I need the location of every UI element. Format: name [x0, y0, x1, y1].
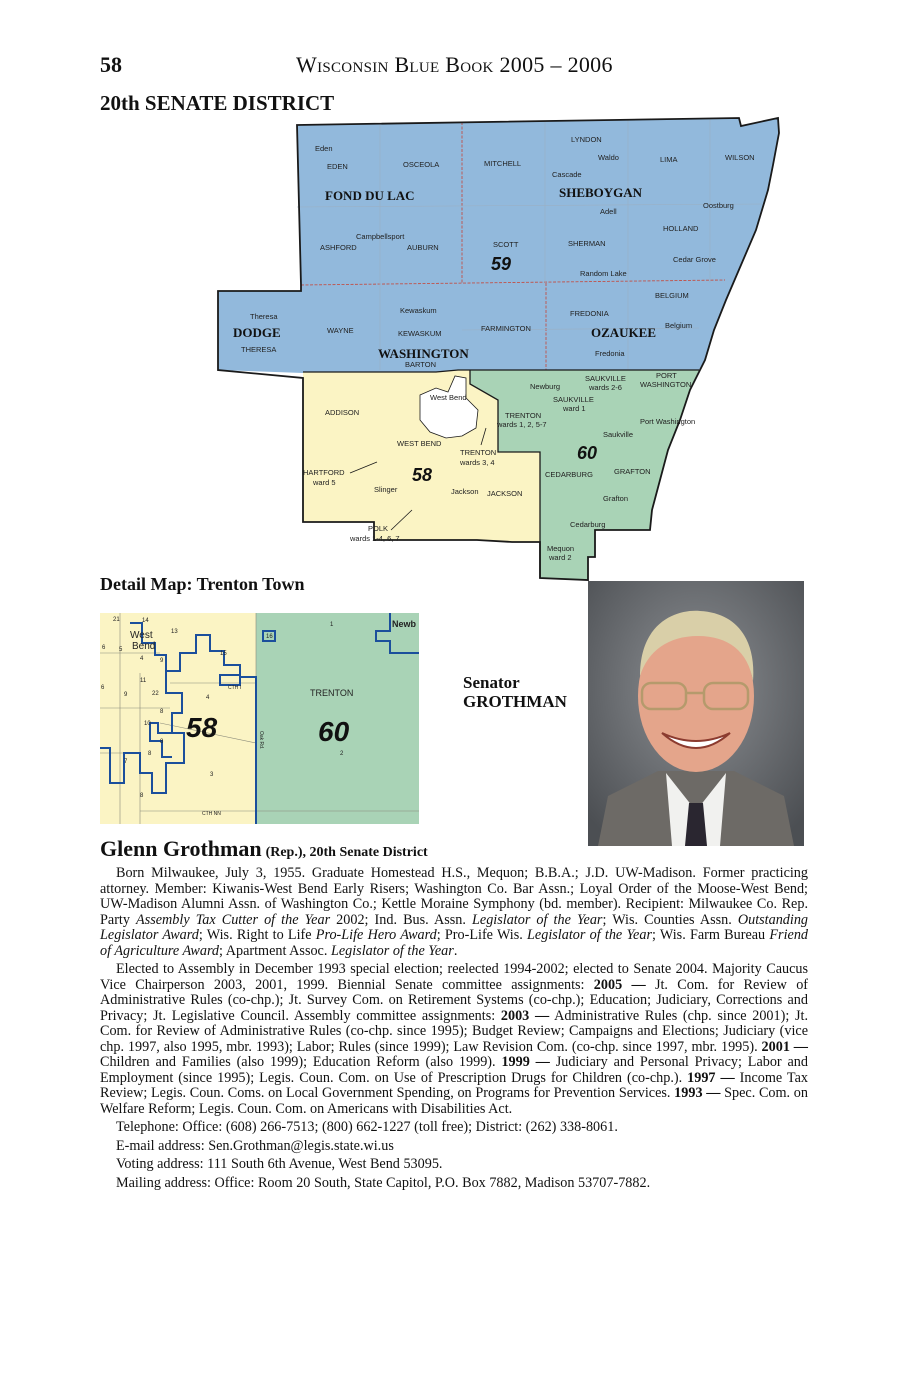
label-campbellsport: Campbellsport — [356, 232, 405, 241]
label-theresa: THERESA — [241, 345, 277, 354]
label-grafton: GRAFTON — [614, 467, 651, 476]
label-cedarburg-city: Cedarburg — [570, 520, 606, 529]
label-trenton-2: TRENTON — [460, 448, 497, 457]
label-west-bend-city: West Bend — [430, 393, 467, 402]
label-port-washington-city: Port Washington — [640, 417, 696, 426]
ward-num: 13 — [171, 629, 178, 635]
label-jackson-village: Jackson — [451, 487, 479, 496]
label-wilson: WILSON — [725, 153, 755, 162]
ward-num: 8 — [160, 739, 164, 745]
ward-num: 8 — [140, 793, 144, 799]
label-belgium-village: Belgium — [665, 321, 693, 330]
ward-num: 10 — [144, 721, 151, 727]
detail-label-cth-i: CTH I — [228, 685, 242, 691]
ward-num: 16 — [266, 634, 273, 640]
district-number-59: 59 — [491, 254, 512, 274]
detail-label-oak-rd: Oak Rd. — [258, 731, 264, 750]
ward-num: 4 — [206, 695, 210, 701]
label-scott: SCOTT — [493, 240, 519, 249]
label-belgium: BELGIUM — [655, 291, 689, 300]
label-random-lake: Random Lake — [580, 269, 627, 278]
county-washington: WASHINGTON — [378, 346, 469, 361]
ward-num: 8 — [148, 751, 152, 757]
ward-num: 11 — [140, 678, 147, 684]
ward-num: 6 — [102, 645, 106, 651]
ward-num: 15 — [220, 651, 227, 657]
detail-label-west: West — [130, 630, 153, 641]
label-eden-village: Eden — [315, 144, 333, 153]
label-theresa-village: Theresa — [250, 312, 278, 321]
bio-email: E-mail address: Sen.Grothman@legis.state.wi.us — [116, 1137, 394, 1154]
label-wayne: WAYNE — [327, 326, 354, 335]
district-number-60: 60 — [577, 443, 598, 463]
label-slinger: Slinger — [374, 485, 398, 494]
senator-caption — [463, 673, 567, 711]
district-title: 20th SENATE DISTRICT — [100, 91, 335, 115]
label-cedarburg: CEDARBURG — [545, 470, 593, 479]
county-dodge: DODGE — [233, 325, 281, 340]
bio-voting-address: Voting address: 111 South 6th Avenue, West Bend 53095. — [116, 1156, 443, 1172]
ward-num: 21 — [113, 617, 120, 623]
senator-caption-line1: Senator — [463, 673, 520, 692]
ward-num: 22 — [152, 691, 159, 697]
label-adell: Adell — [600, 207, 617, 216]
label-sherman: SHERMAN — [568, 239, 606, 248]
label-grafton-village: Grafton — [603, 494, 629, 503]
label-hartford: HARTFORD — [303, 468, 345, 477]
county-sheboygan: SHEBOYGAN — [559, 185, 643, 200]
label-fredonia: FREDONIA — [570, 309, 609, 318]
label-mitchell: MITCHELL — [484, 159, 522, 168]
label-jackson: JACKSON — [487, 489, 523, 498]
portrait-illustration — [588, 581, 804, 846]
detail-map-trenton — [100, 613, 419, 824]
detail-district-58: 58 — [186, 712, 218, 743]
label-polk: POLK — [368, 524, 389, 533]
label-hartford-ward: ward 5 — [313, 478, 336, 487]
label-waldo: Waldo — [598, 153, 619, 162]
label-addison: ADDISON — [325, 408, 360, 417]
ward-num: 4 — [140, 656, 144, 662]
label-osceola: OSCEOLA — [403, 160, 440, 169]
label-saukville-wards: wards 2-6 — [589, 383, 622, 392]
label-mequon-ward: ward 2 — [549, 553, 572, 562]
senator-caption-line2: GROTHMAN — [463, 692, 567, 711]
county-fond-du-lac: FOND DU LAC — [325, 188, 415, 203]
bio-paragraph-legislative: Elected to Assembly in December 1993 special election; reelected 1994-2002; elected to Senate 2004. Majority Caucus Vice Chairperson 2003, 2001, 1999. Biennial Senate committee assignments: 2005 — Jt. Com. for Review of Administrative Rules (co-chp.); Jt. Survey Com. on Retirement Systems (co-chp.); Education; Judiciary, Corrections and Privacy; Jt. Legislative Council. Assembly committee assignments: 2003 — Administrative Rules (chp. since 2001); Jt. Com. for Review of Administrative Rules (co-chp. since 1995); Budget Review; Campaigns and Elections; Judiciary (vice chp. 1997, also 1995, mbr. 1993); Labor; Rules (since 1999); Law Revision Com. (co-chp. since 1997, mbr. 1995). 2001 — Children and Families (also 1999); Education Reform (also 1999). 1999 — Judiciary and Personal Privacy; Labor and Employment (since 1995); Legis. Coun. Com. on Use of Prescription Drugs for Children (co-chp.). 1997 — Income Tax Review; Legis. Coun. Coms. on Local Government Spending, on Programs for Prevention Services. 1993 — Spec. Com. on Welfare Reform; Legis. Coun. Com. on Americans with Disabilities Act. — [100, 961, 809, 1117]
ward-num: 5 — [119, 647, 123, 653]
page-number: 58 — [100, 52, 122, 77]
ward-num: 8 — [160, 709, 164, 715]
ward-num: 2 — [340, 751, 344, 757]
detail-district-60: 60 — [318, 716, 350, 747]
county-ozaukee: OZAUKEE — [591, 325, 657, 340]
senator-portrait — [588, 581, 804, 846]
label-kewaskum: KEWASKUM — [398, 329, 442, 338]
senator-name: Glenn Grothman — [100, 836, 262, 861]
label-cascade: Cascade — [552, 170, 582, 179]
label-eden: EDEN — [327, 162, 348, 171]
ward-num: 7 — [124, 759, 128, 765]
label-saukville-ward-1: ward 1 — [563, 404, 586, 413]
label-cedar-grove: Cedar Grove — [673, 255, 716, 264]
label-port-washington: WASHINGTON — [640, 380, 692, 389]
label-auburn: AUBURN — [407, 243, 439, 252]
label-saukville-village: Saukville — [603, 430, 634, 439]
label-trenton-wards: wards 1, 2, 5-7 — [497, 420, 547, 429]
senate-district-map — [216, 112, 782, 582]
label-mequon: Mequon — [547, 544, 575, 553]
label-trenton-2-wards: wards 3, 4 — [460, 458, 495, 467]
label-saukville: SAUKVILLE — [585, 374, 626, 383]
label-newburg: Newburg — [530, 382, 561, 391]
bio-telephone: Telephone: Office: (608) 266-7513; (800) 662-1227 (toll free); District: (262) 338-8061. — [116, 1119, 618, 1135]
bio-heading — [100, 836, 428, 862]
label-trenton: TRENTON — [505, 411, 542, 420]
label-barton: BARTON — [405, 360, 436, 369]
label-farmington: FARMINGTON — [481, 324, 531, 333]
running-head — [296, 52, 613, 78]
bio-paragraph-personal: Born Milwaukee, July 3, 1955. Graduate Homestead H.S., Mequon; B.B.A.; J.D. UW-Madison. Former practicing attorney. Member: Kiwanis-West Bend Early Risers; Washington Co. Bar Assn.; Loyal Order of the Moose-West Bend; UW-Madison Alumni Assn. of Washington Co.; Kettle Moraine Symphony (bd. member). Recipient: Milwaukee Co. Rep. Party Assembly Tax Cutter of the Year 2002; Ind. Bus. Assn. Legislator of the Year; Wis. Counties Assn. Outstanding Legislator Award; Wis. Right to Life Pro-Life Hero Award; Pro-Life Wis. Legislator of the Year; Wis. Farm Bureau Friend of Agriculture Award; Apartment Assoc. Legislator of the Year. — [100, 865, 809, 959]
district-number-58: 58 — [412, 465, 433, 485]
running-head-years: 2005 – 2006 — [499, 52, 613, 77]
senator-party-district: (Rep.), 20th Senate District — [265, 845, 428, 860]
detail-label-trenton: TRENTON — [310, 688, 354, 698]
biography — [100, 866, 808, 1194]
ward-num: 9 — [124, 692, 128, 698]
label-polk-wards: wards 1-4, 6, 7 — [350, 534, 400, 543]
label-west-bend: WEST BEND — [397, 439, 442, 448]
ward-num: 14 — [142, 618, 149, 624]
detail-label-cth-nn: CTH NN — [202, 811, 221, 817]
label-saukville-2: SAUKVILLE — [553, 395, 594, 404]
detail-map-heading: Detail Map: Trenton Town — [100, 574, 305, 594]
label-fredonia-village: Fredonia — [595, 349, 625, 358]
bio-mailing-address: Mailing address: Office: Room 20 South, State Capitol, P.O. Box 7882, Madison 53707-7882. — [116, 1174, 651, 1191]
label-port: PORT — [656, 371, 677, 380]
label-holland: HOLLAND — [663, 224, 699, 233]
ward-num: 1 — [330, 622, 334, 628]
detail-label-bend: Bend — [132, 641, 156, 652]
running-head-title: Wisconsin Blue Book — [296, 52, 494, 77]
label-lima: LIMA — [660, 155, 678, 164]
ward-num: 9 — [160, 658, 164, 664]
label-oostburg: Oostburg — [703, 201, 734, 210]
label-lyndon: LYNDON — [571, 135, 602, 144]
label-kewaskum-village: Kewaskum — [400, 306, 437, 315]
ward-num: 6 — [101, 685, 105, 691]
ward-num: 3 — [210, 772, 214, 778]
detail-label-newburg: Newb — [392, 619, 417, 629]
label-ashford: ASHFORD — [320, 243, 357, 252]
